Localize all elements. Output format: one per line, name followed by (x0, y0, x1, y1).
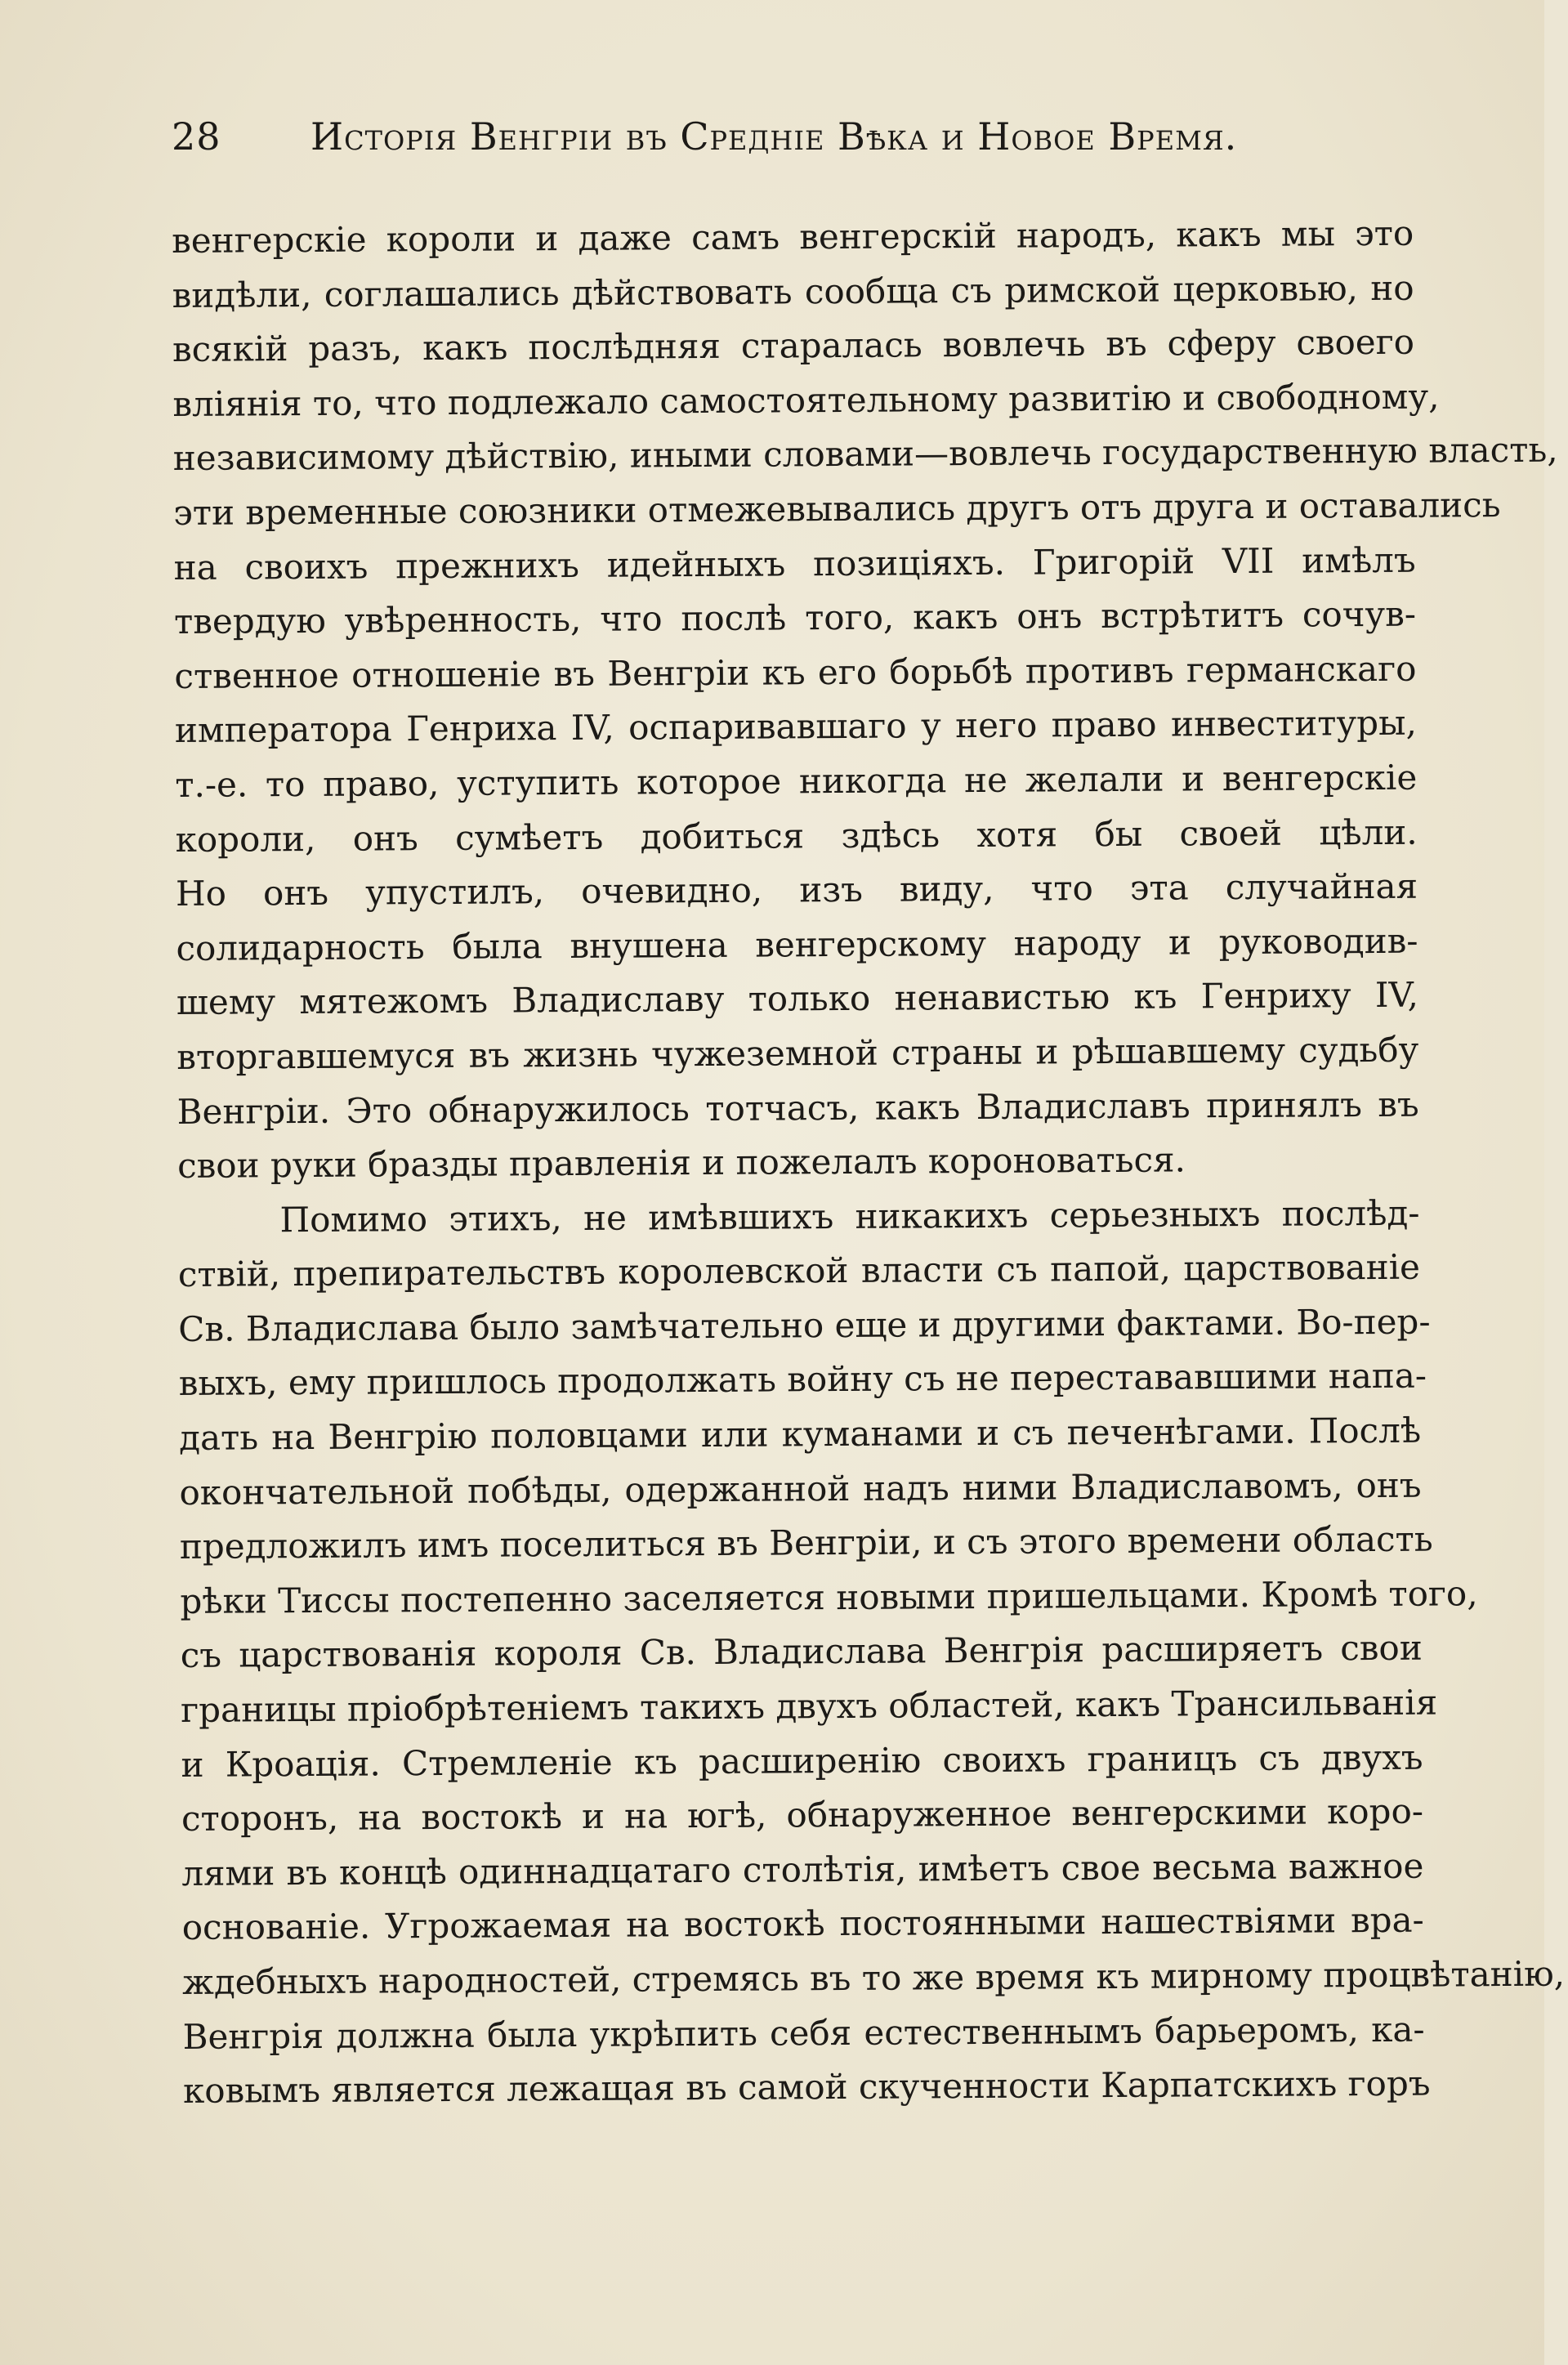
text-line: вторгавшемуся въ жизнь чужеземной страны и рѣшавшему судьбу (176, 1029, 1419, 1077)
paragraph-1 (172, 207, 1558, 1194)
text-line: ственное отношеніе въ Венгріи къ его борьбѣ противъ германскаго (174, 648, 1417, 696)
text-line: рѣки Тиссы постепенно заселяется новыми пришельцами. Кромѣ того, (180, 1573, 1478, 1621)
text-line: эти временные союзники отмежевывались другъ отъ друга и оставались (173, 485, 1501, 533)
text-line: видѣли, соглашались дѣйствовать сообща съ римской церковью, но (172, 267, 1414, 315)
running-title: Исторія Венгріи въ Средніе Вѣка и Новое Время. (310, 114, 1238, 159)
text-line: твердую увѣренность, что послѣ того, какъ онъ встрѣтитъ сочув- (173, 593, 1417, 642)
text-line: свои руки бразды правленія и пожелалъ короноваться. (176, 1139, 1186, 1187)
text-line: Венгріи. Это обнаружилось тотчасъ, какъ Владиславъ принялъ въ (176, 1084, 1419, 1132)
text-line: дать на Венгрію половцами или куманами и съ печенѣгами. Послѣ (178, 1410, 1422, 1459)
text-line: ствій, препирательствъ королевской власти съ папой, царствованіе (177, 1246, 1421, 1295)
text-line: всякій разъ, какъ послѣдняя старалась вовлечь въ сферу своего (172, 321, 1415, 370)
text-line: и Кроація. Стремленіе къ расширенію своихъ границъ съ двухъ (181, 1737, 1423, 1785)
text-line: т.-е. то право, уступить которое никогда не желали и венгерскіе (175, 757, 1418, 805)
text-line: шему мятежомъ Владиславу только ненавистью къ Генриху IV, (176, 975, 1419, 1023)
text-line: Св. Владислава было замѣчательно еще и другими фактами. Во-пер- (178, 1301, 1431, 1349)
text-line: вліянія то, что подлежало самостоятельному развитію и свободному, (172, 376, 1440, 424)
text-line: независимому дѣйствію, иными словами—вовлечь государственную власть, (172, 430, 1558, 479)
text-line: императора Генриха IV, оспаривавшаго у него право инвеституры, (174, 703, 1417, 751)
text-line: ждебныхъ народностей, стремясь въ то же время къ мирному процвѣтанію, (182, 1953, 1566, 2002)
text-line: предложилъ имъ поселиться въ Венгріи, и съ этого времени область (179, 1518, 1433, 1567)
text-line: Но онъ упустилъ, очевидно, изъ виду, что эта случайная (175, 865, 1418, 914)
text-line: лями въ концѣ одиннадцатаго столѣтія, имѣетъ свое весьма важное (181, 1845, 1424, 1893)
text-line: на своихъ прежнихъ идейныхъ позиціяхъ. Григорій VII имѣлъ (173, 539, 1416, 588)
body-text (172, 207, 1566, 2119)
text-line: венгерскіе короли и даже самъ венгерскій народъ, какъ мы это (172, 212, 1414, 261)
text-line: границы пріобрѣтеніемъ такихъ двухъ областей, какъ Трансильванія (181, 1682, 1438, 1730)
text-line: основаніе. Угрожаемая на востокѣ постоянными нашествіями вра- (181, 1900, 1424, 1948)
page-number: 28 (172, 114, 221, 159)
text-line: сторонъ, на востокѣ и на югѣ, обнаруженное венгерскими коро- (181, 1791, 1424, 1840)
text-line: Помимо этихъ, не имѣвшихъ никакихъ серьезныхъ послѣд- (279, 1192, 1420, 1240)
text-line: Венгрія должна была укрѣпить себя естественнымъ барьеромъ, ка- (182, 2009, 1425, 2057)
text-line: окончательной побѣды, одержанной надъ ними Владиславомъ, онъ (179, 1464, 1422, 1513)
text-line: съ царствованія короля Св. Владислава Венгрія расширяетъ свои (180, 1628, 1423, 1676)
text-line: ковымъ является лежащая въ самой скученности Карпатскихъ горъ (182, 2063, 1431, 2112)
paragraph-2 (177, 1186, 1566, 2118)
page-header (172, 114, 1258, 172)
text-line: солидарность была внушена венгерскому народу и руководив- (176, 920, 1418, 968)
text-line: короли, онъ сумѣетъ добиться здѣсь хотя бы своей цѣли. (175, 811, 1418, 860)
text-line: выхъ, ему пришлось продолжать войну съ не перестававшими напа- (178, 1356, 1427, 1404)
